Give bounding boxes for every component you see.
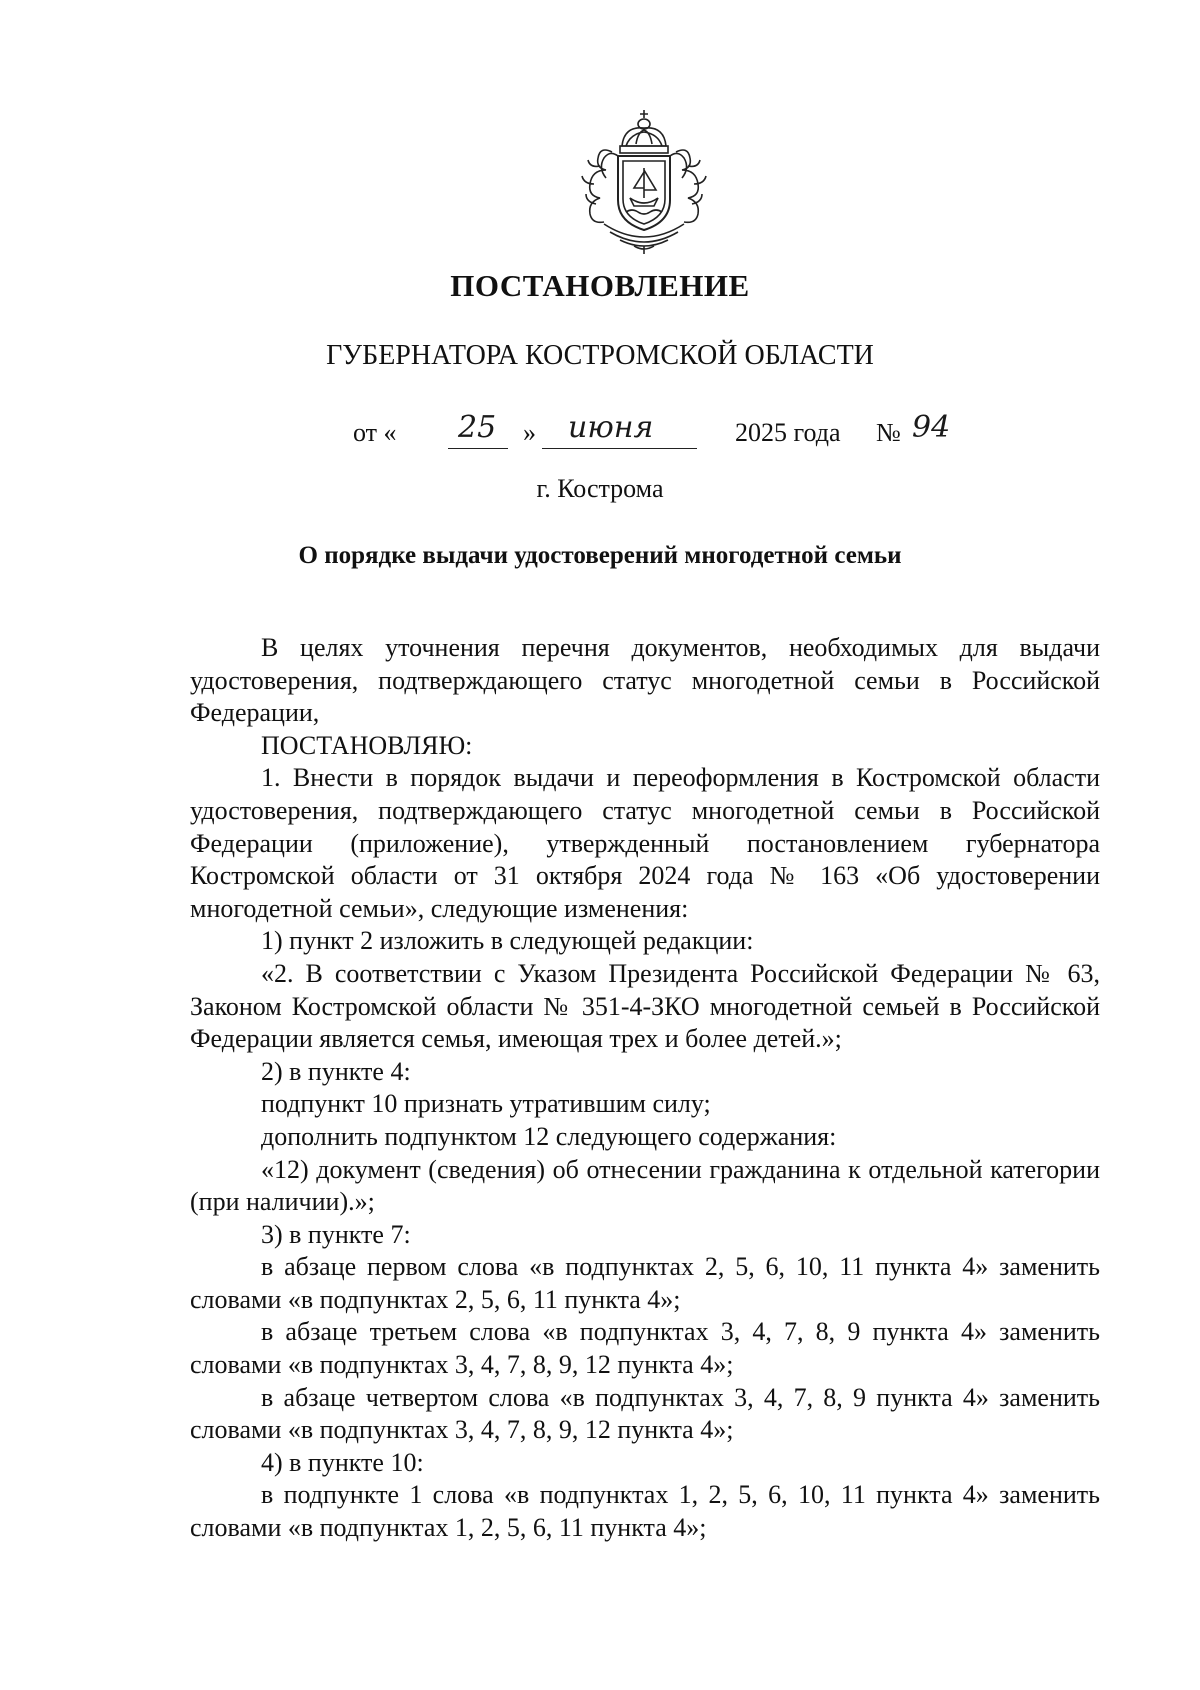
paragraph: в абзаце третьем слова «в подпунктах 3, 4, 7, 8, 9 пункта 4» заменить словами «в подпунктах 3, 4, 7, 8, 9, 12 пункта 4»; bbox=[190, 1317, 1100, 1380]
paragraph: в абзаце четвертом слова «в подпунктах 3, 4, 7, 8, 9 пункта 4» заменить словами «в подпунктах 3, 4, 7, 8, 9, 12 пункта 4»; bbox=[190, 1382, 1100, 1445]
handwritten-day: 25 bbox=[458, 410, 497, 445]
paragraph: ПОСТАНОВЛЯЮ: bbox=[261, 730, 473, 760]
document-issuer: ГУБЕРНАТОРА КОСТРОМСКОЙ ОБЛАСТИ bbox=[326, 340, 874, 371]
document-body bbox=[190, 632, 1100, 1545]
day-underline bbox=[448, 448, 508, 449]
document-heading: О порядке выдачи удостоверений многодетной семьи bbox=[298, 542, 902, 569]
date-line bbox=[0, 412, 1200, 462]
document-number-label: № bbox=[876, 418, 901, 447]
date-prefix: от « bbox=[353, 418, 397, 447]
paragraph: 1) пункт 2 изложить в следующей редакции: bbox=[261, 926, 754, 956]
paragraph: в абзаце первом слова «в подпунктах 2, 5, 6, 10, 11 пункта 4» заменить словами «в подпунктах 2, 5, 6, 11 пункта 4»; bbox=[190, 1252, 1100, 1314]
paragraph: дополнить подпунктом 12 следующего содержания: bbox=[261, 1121, 837, 1151]
document-city: г. Кострома bbox=[536, 474, 664, 503]
date-quote-close: » bbox=[523, 418, 536, 447]
paragraph: подпункт 10 признать утратившим силу; bbox=[261, 1089, 711, 1119]
paragraph: «2. В соответствии с Указом Президента Российской Федерации № 63, Законом Костромской области № 351-4-ЗКО многодетной семьей в Российской Федерации является семья, имеющая трех и более детей.»; bbox=[190, 958, 1100, 1054]
paragraph: 2) в пункте 4: bbox=[261, 1056, 411, 1086]
document-title: ПОСТАНОВЛЕНИЕ bbox=[450, 268, 750, 303]
handwritten-month: июня bbox=[568, 410, 654, 445]
paragraph: 3) в пункте 7: bbox=[261, 1219, 411, 1249]
handwritten-number: 94 bbox=[912, 410, 951, 445]
paragraph: «12) документ (сведения) об отнесении гражданина к отдельной категории (при наличии).»; bbox=[190, 1154, 1100, 1217]
month-underline bbox=[542, 448, 697, 449]
paragraph: в подпункте 1 слова «в подпунктах 1, 2, 5, 6, 10, 11 пункта 4» заменить словами «в подпунктах 1, 2, 5, 6, 11 пункта 4»; bbox=[190, 1480, 1100, 1543]
paragraph: В целях уточнения перечня документов, необходимых для выдачи удостоверения, подтверждающего статус многодетной семьи в Российской Федерации, bbox=[190, 633, 1100, 728]
coat-of-arms-icon bbox=[560, 108, 728, 258]
paragraph: 4) в пункте 10: bbox=[261, 1447, 424, 1477]
date-year: 2025 года bbox=[735, 418, 841, 447]
paragraph: 1. Внести в порядок выдачи и переоформления в Костромской области удостоверения, подтверждающего статус многодетной семьи в Российской Федерации (приложение), утвержденный постановлением губернатора Костромской области от 31 октября 2024 года № 163 «Об удостоверении многодетной семьи», следующие изменения: bbox=[190, 763, 1100, 923]
